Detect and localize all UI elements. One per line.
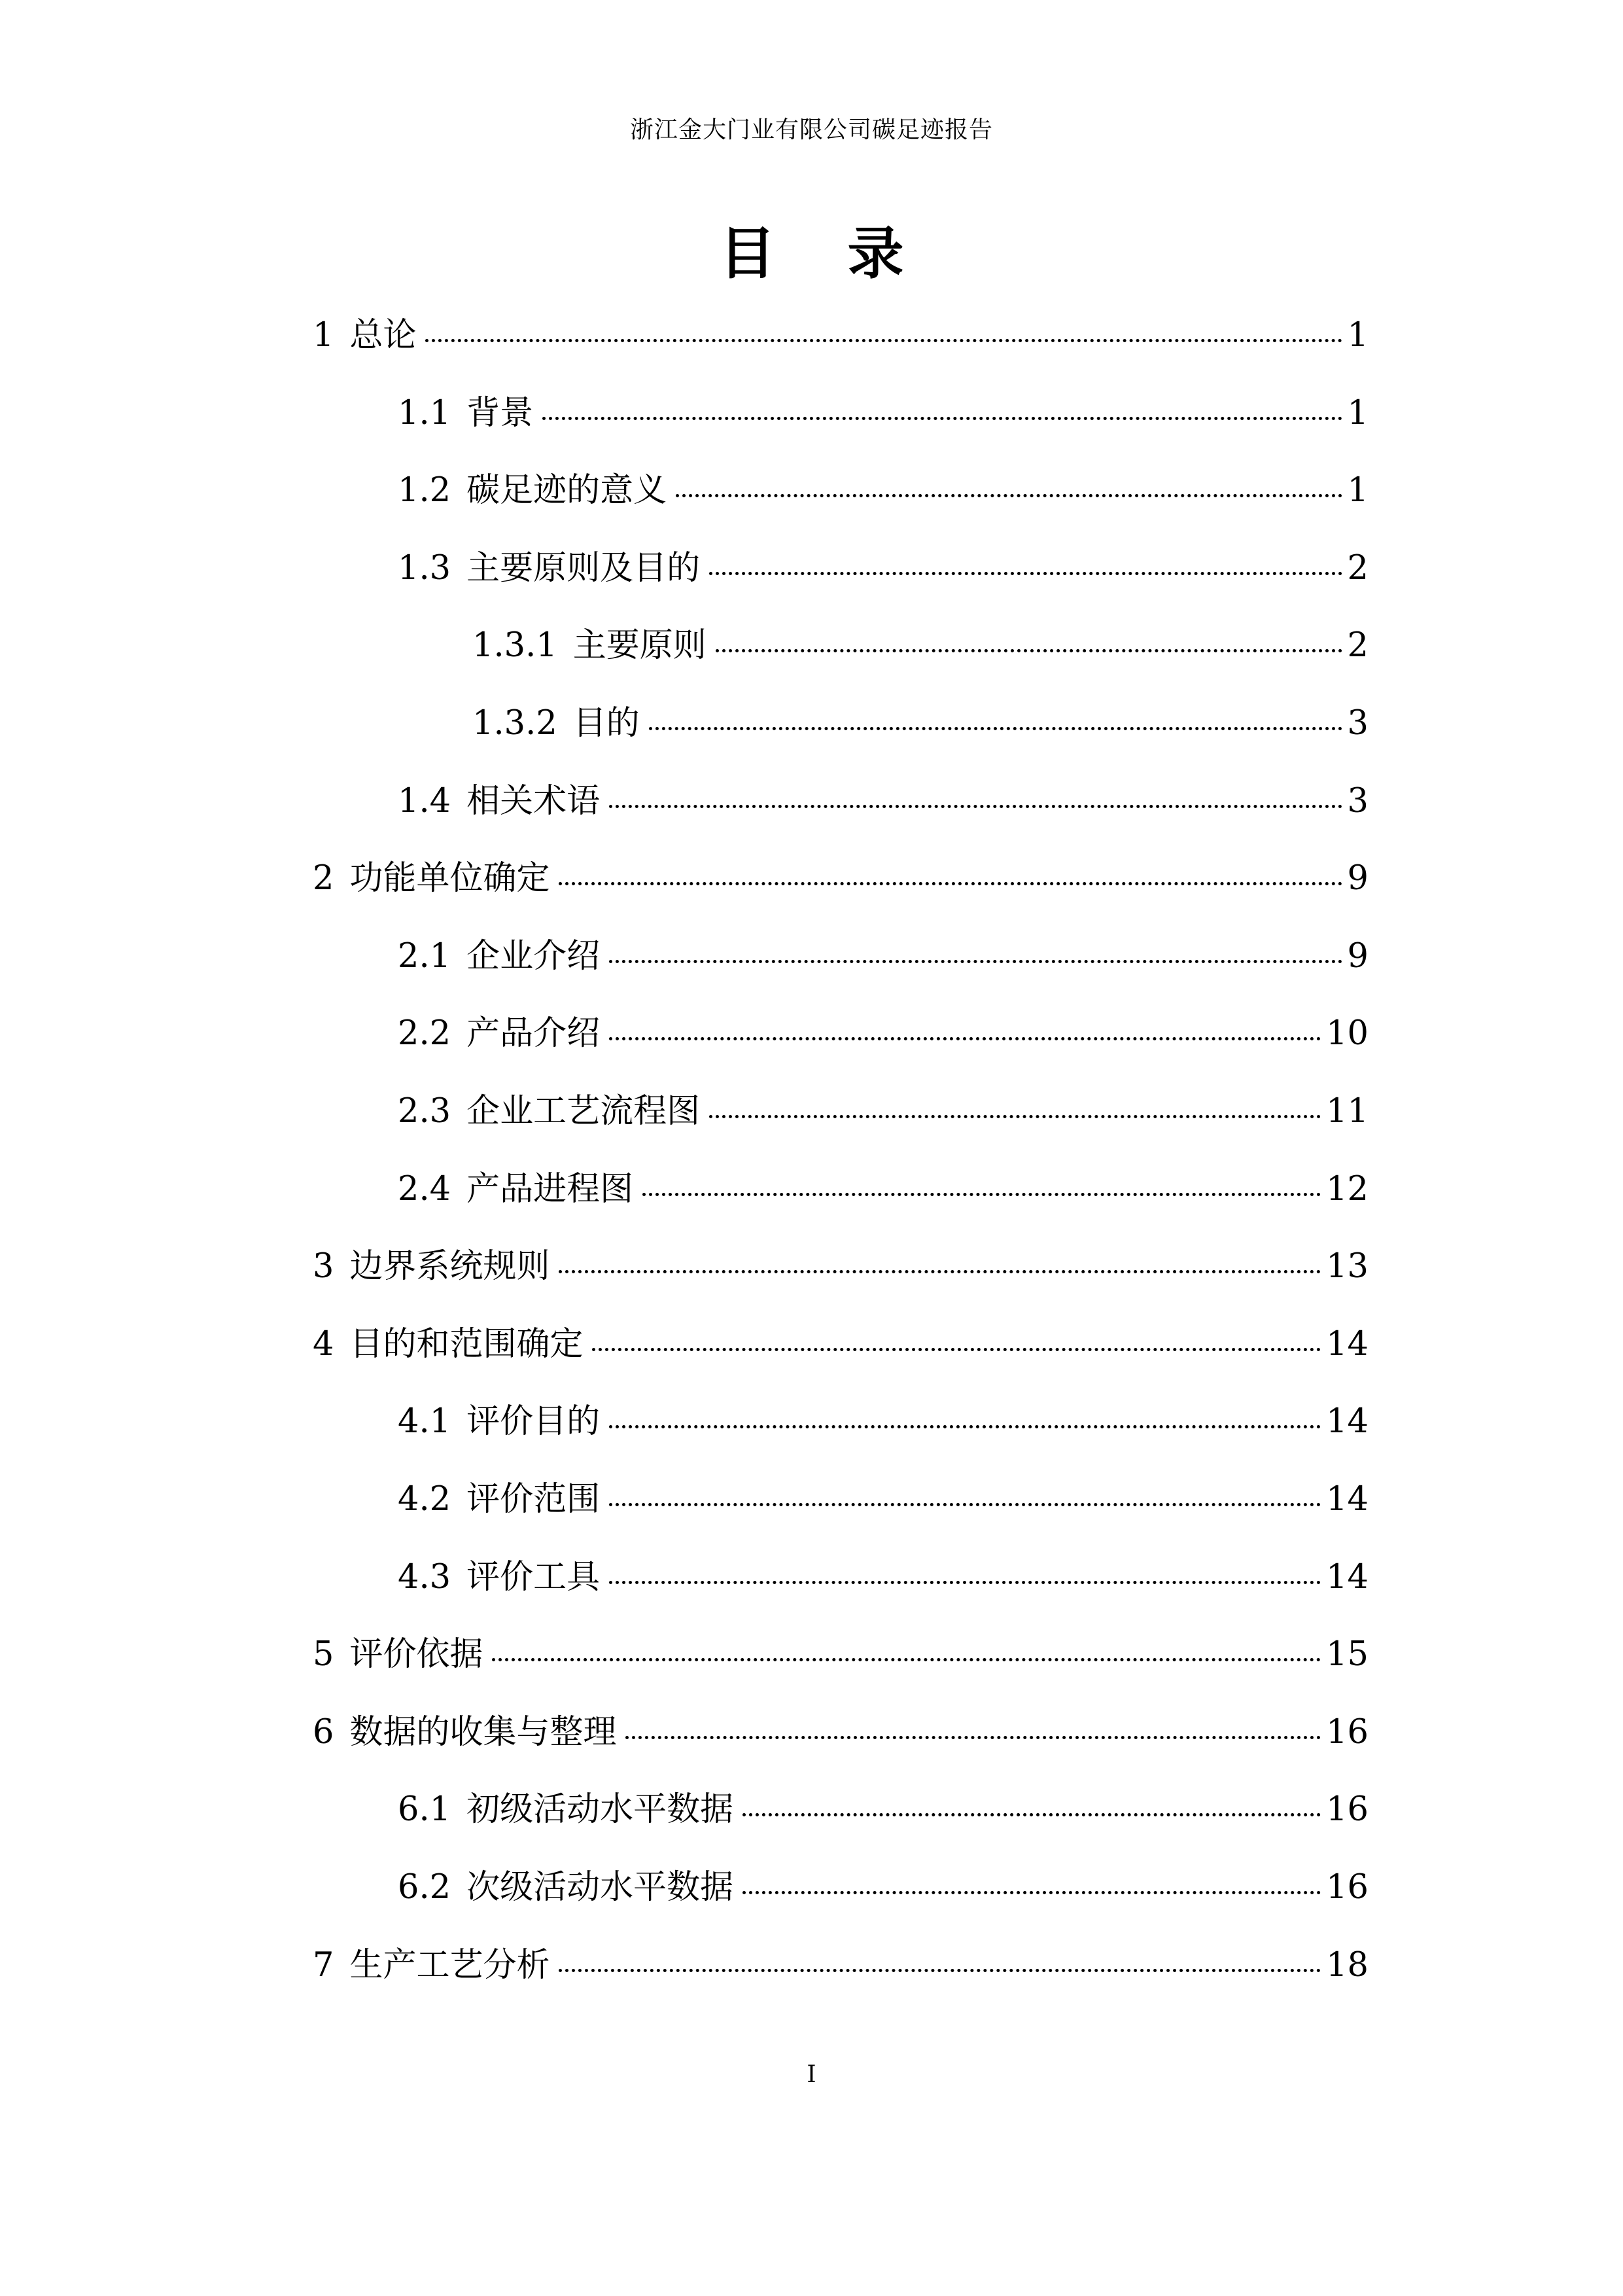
toc-entry-number: 1 <box>313 316 334 355</box>
toc-entry-page: 13 <box>1326 1247 1369 1286</box>
dot-leader <box>609 1580 1321 1584</box>
toc-entry-number: 2.1 <box>398 937 451 976</box>
dot-leader <box>559 1269 1321 1273</box>
toc-entry[interactable] <box>313 851 1369 910</box>
toc-entry-page: 1 <box>1347 394 1369 433</box>
dot-leader <box>609 959 1342 963</box>
toc-entry-title: 主要原则及目的 <box>466 549 701 588</box>
toc-entry-title: 目的 <box>572 704 640 743</box>
toc-entry-title: 相关术语 <box>466 782 601 821</box>
toc-entry-page: 14 <box>1326 1325 1369 1364</box>
toc-entry-page: 12 <box>1326 1170 1369 1209</box>
toc-entry-number: 6 <box>313 1713 334 1752</box>
toc-entry-title: 企业介绍 <box>466 937 601 976</box>
dot-leader <box>559 1968 1321 1972</box>
toc-entry-page: 1 <box>1347 471 1369 510</box>
toc-entry-number: 1.3.2 <box>472 704 557 743</box>
toc-entry[interactable] <box>398 385 1369 444</box>
toc-entry-page: 11 <box>1326 1092 1369 1131</box>
toc-entry-page: 16 <box>1326 1868 1369 1907</box>
toc-entry-page: 3 <box>1347 704 1369 743</box>
toc-entry[interactable] <box>398 463 1369 521</box>
toc-entry-number: 3 <box>313 1247 334 1286</box>
toc-entry-number: 1.2 <box>398 471 451 510</box>
toc-entry-title: 背景 <box>466 394 534 433</box>
toc-entry-number: 4.1 <box>398 1402 451 1441</box>
toc-entry-title: 数据的收集与整理 <box>349 1713 617 1752</box>
dot-leader <box>742 1812 1321 1816</box>
toc-entry-page: 14 <box>1326 1480 1369 1519</box>
toc-entry[interactable] <box>398 1472 1369 1530</box>
toc-entry[interactable] <box>398 540 1369 599</box>
dot-leader <box>625 1735 1321 1739</box>
dot-leader <box>492 1657 1321 1661</box>
toc-entry[interactable] <box>398 1860 1369 1918</box>
toc-entry-number: 1.1 <box>398 394 451 433</box>
toc-entry-title: 边界系统规则 <box>349 1247 550 1286</box>
dot-leader <box>609 804 1342 808</box>
toc-entry-page: 14 <box>1326 1558 1369 1597</box>
toc-entry-title: 目的和范围确定 <box>349 1325 584 1364</box>
dot-leader <box>716 648 1342 652</box>
toc-entry-page: 16 <box>1326 1790 1369 1829</box>
toc-entry-page: 10 <box>1326 1014 1369 1053</box>
toc-entry[interactable] <box>398 1161 1369 1220</box>
toc-entry-page: 9 <box>1347 859 1369 898</box>
dot-leader <box>425 338 1342 342</box>
toc-entry-page: 3 <box>1347 782 1369 821</box>
toc-entry-page: 18 <box>1326 1946 1369 1985</box>
toc-entry[interactable] <box>313 308 1369 366</box>
toc-entry-number: 6.1 <box>398 1790 451 1829</box>
dot-leader <box>709 1114 1321 1118</box>
dot-leader <box>649 726 1342 730</box>
toc-entry[interactable] <box>313 1704 1369 1763</box>
toc-entry-number: 1.3 <box>398 549 451 588</box>
dot-leader <box>676 493 1342 497</box>
toc-entry-title: 产品介绍 <box>466 1014 601 1053</box>
dot-leader <box>609 1502 1321 1506</box>
toc-entry-title: 评价工具 <box>466 1558 601 1597</box>
toc-entry[interactable] <box>398 1394 1369 1453</box>
toc-entry-page: 16 <box>1326 1713 1369 1752</box>
toc-entry[interactable] <box>313 1937 1369 1996</box>
toc-entry-title: 主要原则 <box>572 626 707 665</box>
toc-entry-title: 功能单位确定 <box>349 859 550 898</box>
toc-entry[interactable] <box>313 1316 1369 1375</box>
toc-entry[interactable] <box>472 696 1369 754</box>
toc-entry-page: 14 <box>1326 1402 1369 1441</box>
dot-leader <box>542 416 1342 420</box>
dot-leader <box>592 1347 1321 1351</box>
toc-entry-number: 2.4 <box>398 1170 451 1209</box>
toc-entry[interactable] <box>398 1549 1369 1608</box>
toc-entry[interactable] <box>313 1627 1369 1686</box>
toc-entry[interactable] <box>313 1239 1369 1298</box>
dot-leader <box>742 1890 1321 1894</box>
toc-title: 目 录 <box>719 221 930 287</box>
toc-entry-title: 评价范围 <box>466 1480 601 1519</box>
dot-leader <box>709 571 1342 575</box>
running-header: 浙江金大门业有限公司碳足迹报告 <box>629 116 993 143</box>
dot-leader <box>609 1036 1321 1040</box>
toc-entry-title: 评价依据 <box>349 1635 483 1674</box>
toc-entry-number: 4.3 <box>398 1558 451 1597</box>
toc-entry-page: 9 <box>1347 937 1369 976</box>
dot-leader <box>559 881 1342 885</box>
toc-entry-number: 4.2 <box>398 1480 451 1519</box>
toc-entry[interactable] <box>398 1006 1369 1065</box>
toc-entry-number: 7 <box>313 1946 334 1985</box>
toc-entry[interactable] <box>398 773 1369 832</box>
toc-entry[interactable] <box>398 1782 1369 1841</box>
dot-leader <box>609 1424 1321 1428</box>
toc-entry-number: 1.3.1 <box>472 626 557 665</box>
toc-entry-title: 初级活动水平数据 <box>466 1790 734 1829</box>
toc-entry[interactable] <box>398 1084 1369 1142</box>
toc-entry[interactable] <box>398 928 1369 987</box>
dot-leader <box>642 1192 1321 1196</box>
toc-entry-number: 1.4 <box>398 782 451 821</box>
toc-entry-page: 2 <box>1347 549 1369 588</box>
toc-entry-title: 企业工艺流程图 <box>466 1092 701 1131</box>
toc-entry-title: 生产工艺分析 <box>349 1946 550 1985</box>
toc-entry-number: 6.2 <box>398 1868 451 1907</box>
toc-entry-number: 2.3 <box>398 1092 451 1131</box>
toc-entry-title: 碳足迹的意义 <box>466 471 667 510</box>
toc-entry-title: 次级活动水平数据 <box>466 1868 734 1907</box>
toc-entry-title: 产品进程图 <box>466 1170 634 1209</box>
toc-entry-number: 2.2 <box>398 1014 451 1053</box>
toc-entry-page: 1 <box>1347 316 1369 355</box>
toc-entry-number: 4 <box>313 1325 334 1364</box>
toc-entry-number: 5 <box>313 1635 334 1674</box>
toc-entry-title: 总论 <box>349 316 417 355</box>
page-number: I <box>807 2061 816 2088</box>
toc-entry-title: 评价目的 <box>466 1402 601 1441</box>
toc-entry[interactable] <box>472 618 1369 677</box>
toc-entry-page: 15 <box>1326 1635 1369 1674</box>
toc-entry-page: 2 <box>1347 626 1369 665</box>
toc-entry-number: 2 <box>313 859 334 898</box>
